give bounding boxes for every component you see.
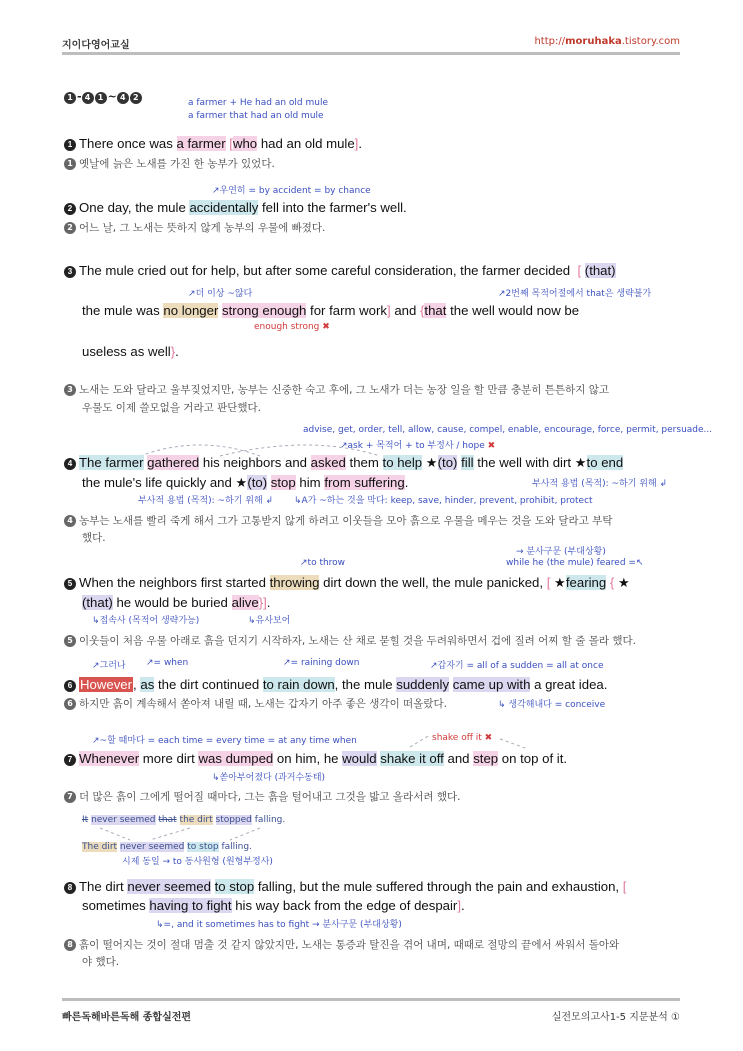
arrow-transform <box>90 826 290 842</box>
note-verbs-list: advise, get, order, tell, allow, cause, compel, enable, encourage, force, permit, persuade... <box>303 425 713 435</box>
note-participle-8: ↳=, and it sometimes has to fight → 분사구문 (부대상황) <box>156 920 402 930</box>
note-participle-5: → 분사구문 (부대상황) <box>516 547 606 557</box>
s8-grammar-line3: 시제 동일 → to 동사원형 (원형부정사) <box>122 857 273 867</box>
header-left: 지이다영어교실 <box>62 40 130 51</box>
sentence-7-ko: 7 더 많은 흙이 그에게 떨어질 때마다, 그는 흙을 털어내고 그것을 밟고 올라서려 했다. <box>64 789 460 804</box>
note-conj: ↳접속사 (목적어 생략가능) <box>92 616 200 626</box>
sentence-1-en: 1 There once was a farmer [who had an old mule]. <box>64 136 362 151</box>
note-purpose-left: 부사적 용법 (목적): ~하기 위해 ↲ <box>138 496 274 506</box>
sentence-3-en-line2: the mule was no longer strong enough for farm work] and {that the well would now be <box>82 303 580 318</box>
sentence-4-ko-line2: 했다. <box>82 532 106 544</box>
sentence-4-ko-line1: 4 농부는 노새를 빨리 죽게 해서 그가 고통받지 않게 하려고 이웃들을 모아 흙으로 우물을 메우는 것을 도와 달라고 부탁 <box>64 513 612 528</box>
sentence-8-en-line1: 8 The dirt never seemed to stop falling, but the mule suffered through the pain and exhaustion, [ <box>64 879 626 894</box>
passage-range: 1 - 4 1 ~ 4 2 <box>64 90 143 104</box>
note-shake-off-it: shake off it ✖ <box>432 733 493 743</box>
sentence-3-en-line1: 3 The mule cried out for help, but after some careful consideration, the farmer decided [ (that) <box>64 263 616 278</box>
note-second-that: ↗2번째 목적어절에서 that은 생략불가 <box>498 289 652 299</box>
sentence-1-ko: 1 옛날에 늙은 노새를 가진 한 농부가 있었다. <box>64 156 275 171</box>
s8-grammar-line2: The dirt never seemed to stop falling. <box>82 842 252 852</box>
sentence-8-ko-line1: 8 흙이 떨어지는 것이 절대 멈출 것 같지 않았지만, 노새는 통증과 탈진을 겪어 내며, 때때로 절망의 끝에서 싸워서 돌아와 <box>64 937 619 952</box>
note-accidentally: ↗우연히 = by accident = by chance <box>212 186 371 196</box>
header-rule <box>62 52 680 55</box>
footer-rule <box>62 998 680 1001</box>
sentence-4-en-line1: 4 The farmer gathered his neighbors and asked them to help ★(to) fill the well with dirt ★to end <box>64 455 623 471</box>
s8-grammar-line1: It never seemed that the dirt stopped falling. <box>82 815 286 825</box>
sentence-6-ko: 6 하지만 흙이 계속해서 쏟아져 내릴 때, 노새는 갑자기 아주 좋은 생각이 떠올랐다. <box>64 696 447 711</box>
arrow-shake <box>400 731 540 751</box>
footer-left: 빠른독해바른독해 종합실전편 <box>62 1012 192 1023</box>
sentence-5-en-line2: (that) he would be buried alive}]. <box>82 595 271 610</box>
sentence-5-ko: 5 이웃들이 처음 우물 아래로 흙을 던지기 시작하자, 노새는 산 채로 묻힐 것을 두려워하면서 겁에 질려 어찌 할 줄 몰라 했다. <box>64 633 636 648</box>
sentence-2-en: 2 One day, the mule accidentally fell into the farmer's well. <box>64 200 407 215</box>
sentence-4-en-line2: the mule's life quickly and ★(to) stop him from suffering. <box>82 475 409 490</box>
sentence-6-en: 6 However, as the dirt continued to rain down, the mule suddenly came up with a great idea. <box>64 677 607 692</box>
sentence-8-en-line2: sometimes having to fight his way back from the edge of despair]. <box>82 898 465 913</box>
header-right: http://moruhaka.tistory.com <box>534 36 680 47</box>
note-while: while he (the mule) feared =↖ <box>506 558 644 568</box>
grammar-note-line2: a farmer that had an old mule <box>188 111 324 121</box>
note-similar: ↳유사보어 <box>248 616 291 626</box>
note-suddenly: ↗갑자기 = all of a sudden = all at once <box>430 661 604 671</box>
sentence-2-ko: 2 어느 날, 그 노새는 뜻하지 않게 농부의 우물에 빠졌다. <box>64 220 325 235</box>
note-to-throw: ↗to throw <box>300 558 346 568</box>
note-whenever: ↗~할 때마다 = each time = every time = at any time when <box>92 736 357 746</box>
note-passive: ↳쏟아부어졌다 (과거수동태) <box>212 773 326 783</box>
grammar-note-line1: a farmer + He had an old mule <box>188 98 328 108</box>
sentence-3-ko-line1: 3 노새는 도와 달라고 울부짖었지만, 농부는 신중한 숙고 후에, 그 노새가 더는 농장 일을 할 만큼 충분히 튼튼하지 않고 <box>64 382 609 397</box>
note-enough-strong: enough strong ✖ <box>254 322 330 332</box>
footer-right: 실전모의고사1-5 지문분석 ① <box>551 1012 680 1023</box>
note-purpose-right: 부사적 용법 (목적): ~하기 위해 ↲ <box>532 479 668 489</box>
note-when: ↗= when <box>146 658 189 668</box>
note-ask: ↗ask + 목적어 + to 부정사 / hope ✖ <box>340 441 496 451</box>
sentence-3-en-line3: useless as well}. <box>82 344 179 359</box>
sentence-5-en-line1: 5 When the neighbors first started throwing dirt down the well, the mule panicked, [ ★fearing { ★ <box>64 575 630 591</box>
sentence-8-ko-line2: 야 했다. <box>82 956 120 968</box>
note-however: ↗그러나 <box>92 661 126 671</box>
sentence-7-en: 7 Whenever more dirt was dumped on him, he would shake it off and step on top of it. <box>64 751 567 766</box>
note-no-longer: ↗더 이상 ~않다 <box>188 289 253 299</box>
sentence-3-ko-line2: 우물도 이제 쓸모없을 거라고 판단했다. <box>82 402 261 414</box>
note-raining: ↗= raining down <box>283 658 360 668</box>
note-conceive: ↳ 생각해내다 = conceive <box>498 700 606 710</box>
note-keep: ↳A가 ~하는 것을 막다: keep, save, hinder, prevent, prohibit, protect <box>294 496 593 506</box>
